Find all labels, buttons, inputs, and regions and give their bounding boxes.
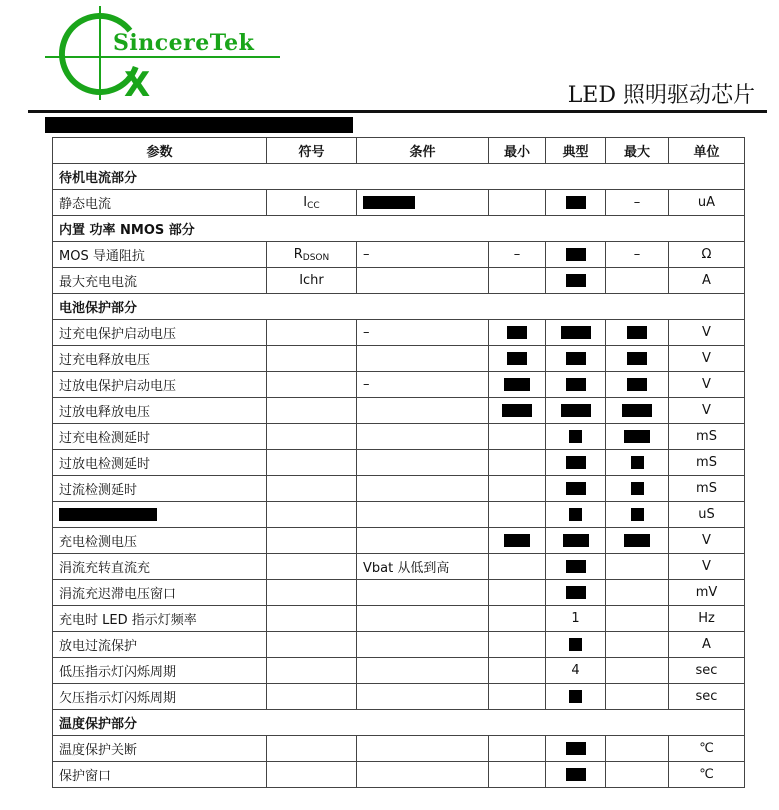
table-row	[53, 736, 745, 762]
min-cell	[489, 502, 546, 528]
col-header-symbol: 符号	[267, 138, 357, 164]
redaction-block	[363, 196, 415, 209]
condition-cell	[357, 268, 489, 294]
min-cell	[489, 684, 546, 710]
table-row	[53, 450, 745, 476]
redaction-block	[569, 508, 582, 521]
symbol-cell	[267, 528, 357, 554]
typ-cell	[546, 476, 606, 502]
unit-cell: sec	[669, 684, 745, 710]
condition-cell	[357, 580, 489, 606]
symbol-cell	[267, 476, 357, 502]
unit-cell: mS	[669, 450, 745, 476]
condition-cell	[357, 762, 489, 788]
symbol-sub: CC	[307, 200, 320, 211]
typ-cell	[546, 242, 606, 268]
min-cell	[489, 606, 546, 632]
redaction-block	[624, 534, 650, 547]
condition-cell	[357, 684, 489, 710]
param-cell: 过放电释放电压	[53, 398, 267, 424]
symbol-cell: Ichr	[267, 268, 357, 294]
max-cell	[606, 476, 669, 502]
param-cell: 涓流充迟滞电压窗口	[53, 580, 267, 606]
min-cell	[489, 580, 546, 606]
redaction-block	[566, 274, 586, 287]
symbol-main: I	[303, 194, 308, 210]
redaction-block	[627, 326, 647, 339]
redaction-block	[561, 404, 591, 417]
min-cell	[489, 450, 546, 476]
condition-cell	[357, 606, 489, 632]
unit-cell: V	[669, 398, 745, 424]
unit-cell: V	[669, 372, 745, 398]
typ-cell: 1	[546, 606, 606, 632]
unit-cell: mS	[669, 476, 745, 502]
symbol-cell	[267, 554, 357, 580]
logo-x-letter: X	[124, 65, 151, 102]
min-cell	[489, 528, 546, 554]
min-cell: –	[489, 242, 546, 268]
condition-cell	[357, 502, 489, 528]
col-header-unit: 单位	[669, 138, 745, 164]
unit-cell: uS	[669, 502, 745, 528]
spec-table	[52, 137, 745, 788]
typ-cell	[546, 398, 606, 424]
unit-cell: V	[669, 346, 745, 372]
max-cell	[606, 736, 669, 762]
condition-cell: –	[357, 242, 489, 268]
table-row	[53, 242, 745, 268]
param-cell: 过充电保护启动电压	[53, 320, 267, 346]
table-row	[53, 346, 745, 372]
condition-cell	[357, 424, 489, 450]
symbol-cell	[267, 580, 357, 606]
param-cell: 过充电检测延时	[53, 424, 267, 450]
param-cell: MOS 导通阻抗	[53, 242, 267, 268]
typ-cell: 4	[546, 658, 606, 684]
param-cell: 过放电保护启动电压	[53, 372, 267, 398]
symbol-sub: DSON	[302, 252, 330, 263]
unit-cell: Ω	[669, 242, 745, 268]
max-cell	[606, 606, 669, 632]
redaction-block	[631, 456, 644, 469]
table-row	[53, 190, 745, 216]
condition-cell	[357, 528, 489, 554]
condition-cell	[357, 658, 489, 684]
param-cell: 过充电释放电压	[53, 346, 267, 372]
param-cell: 最大充电电流	[53, 268, 267, 294]
min-cell	[489, 190, 546, 216]
unit-cell: Hz	[669, 606, 745, 632]
section-row	[53, 164, 745, 190]
param-cell: 充电检测电压	[53, 528, 267, 554]
min-cell	[489, 736, 546, 762]
max-cell	[606, 684, 669, 710]
param-cell: 温度保护关断	[53, 736, 267, 762]
symbol-cell	[267, 632, 357, 658]
typ-cell	[546, 684, 606, 710]
symbol-cell	[267, 320, 357, 346]
col-header-condition: 条件	[357, 138, 489, 164]
redaction-block	[627, 378, 647, 391]
symbol-cell	[267, 398, 357, 424]
typ-cell	[546, 554, 606, 580]
redaction-block	[59, 508, 157, 521]
min-cell	[489, 372, 546, 398]
param-cell: 过流检测延时	[53, 476, 267, 502]
min-cell	[489, 268, 546, 294]
table-row	[53, 476, 745, 502]
table-row	[53, 398, 745, 424]
logo-text: SincereTek	[113, 30, 255, 56]
condition-cell	[357, 736, 489, 762]
section-title: 内置 功率 NMOS 部分	[53, 216, 745, 242]
min-cell	[489, 320, 546, 346]
unit-cell: mV	[669, 580, 745, 606]
typ-cell	[546, 320, 606, 346]
unit-cell: V	[669, 320, 745, 346]
symbol-cell	[267, 450, 357, 476]
max-cell	[606, 346, 669, 372]
max-cell	[606, 632, 669, 658]
min-cell	[489, 554, 546, 580]
header-divider	[28, 110, 767, 113]
condition-cell: Vbat 从低到高	[357, 554, 489, 580]
symbol-cell	[267, 762, 357, 788]
redaction-block	[566, 196, 586, 209]
typ-cell	[546, 450, 606, 476]
param-cell: 放电过流保护	[53, 632, 267, 658]
typ-cell	[546, 580, 606, 606]
section-row	[53, 216, 745, 242]
symbol-cell	[267, 658, 357, 684]
typ-cell	[546, 502, 606, 528]
redaction-block	[566, 586, 586, 599]
max-cell	[606, 554, 669, 580]
table-row	[53, 762, 745, 788]
condition-cell	[357, 632, 489, 658]
param-cell	[53, 502, 267, 528]
table-header-row	[53, 138, 745, 164]
param-cell: 保护窗口	[53, 762, 267, 788]
param-cell: 涓流充转直流充	[53, 554, 267, 580]
typ-cell	[546, 268, 606, 294]
typ-cell	[546, 372, 606, 398]
condition-cell	[357, 190, 489, 216]
table-row	[53, 606, 745, 632]
redaction-block	[566, 768, 586, 781]
max-cell	[606, 372, 669, 398]
unit-cell: A	[669, 632, 745, 658]
symbol-cell	[267, 424, 357, 450]
max-cell	[606, 450, 669, 476]
condition-cell	[357, 476, 489, 502]
redaction-block	[566, 248, 586, 261]
redaction-block	[566, 742, 586, 755]
typ-cell	[546, 424, 606, 450]
section-title: 待机电流部分	[53, 164, 745, 190]
redaction-block	[502, 404, 532, 417]
unit-cell: mS	[669, 424, 745, 450]
max-cell	[606, 762, 669, 788]
redaction-block	[566, 482, 586, 495]
section-title: 温度保护部分	[53, 710, 745, 736]
max-cell	[606, 424, 669, 450]
unit-cell: ℃	[669, 762, 745, 788]
redaction-block	[631, 508, 644, 521]
symbol-cell	[267, 502, 357, 528]
typ-cell	[546, 346, 606, 372]
symbol-main: R	[293, 246, 303, 262]
min-cell	[489, 476, 546, 502]
condition-cell	[357, 450, 489, 476]
unit-cell: V	[669, 528, 745, 554]
symbol-cell	[267, 736, 357, 762]
max-cell	[606, 320, 669, 346]
symbol-cell	[267, 372, 357, 398]
unit-cell: ℃	[669, 736, 745, 762]
redaction-block	[566, 560, 586, 573]
table-row	[53, 320, 745, 346]
redaction-block	[624, 430, 650, 443]
unit-cell: uA	[669, 190, 745, 216]
symbol-cell	[267, 190, 357, 216]
redaction-block	[569, 638, 582, 651]
typ-cell	[546, 762, 606, 788]
section-row	[53, 710, 745, 736]
table-row	[53, 372, 745, 398]
param-cell: 充电时 LED 指示灯频率	[53, 606, 267, 632]
section-row	[53, 294, 745, 320]
redaction-block	[631, 482, 644, 495]
redacted-heading	[45, 117, 353, 133]
table-row	[53, 632, 745, 658]
typ-cell	[546, 190, 606, 216]
param-cell: 过放电检测延时	[53, 450, 267, 476]
table-row	[53, 424, 745, 450]
min-cell	[489, 424, 546, 450]
symbol-cell	[267, 346, 357, 372]
redaction-block	[504, 378, 530, 391]
unit-cell: sec	[669, 658, 745, 684]
redaction-block	[504, 534, 530, 547]
symbol-cell	[267, 606, 357, 632]
typ-cell	[546, 632, 606, 658]
condition-cell: –	[357, 320, 489, 346]
unit-cell: A	[669, 268, 745, 294]
min-cell	[489, 658, 546, 684]
min-cell	[489, 762, 546, 788]
symbol-cell	[267, 242, 357, 268]
max-cell	[606, 528, 669, 554]
condition-cell	[357, 346, 489, 372]
min-cell	[489, 398, 546, 424]
max-cell	[606, 502, 669, 528]
table-row	[53, 502, 745, 528]
param-cell: 欠压指示灯闪烁周期	[53, 684, 267, 710]
param-cell: 低压指示灯闪烁周期	[53, 658, 267, 684]
max-cell	[606, 658, 669, 684]
redaction-block	[507, 326, 527, 339]
redaction-block	[566, 378, 586, 391]
unit-cell: V	[669, 554, 745, 580]
condition-cell	[357, 398, 489, 424]
table-row	[53, 554, 745, 580]
symbol-cell	[267, 684, 357, 710]
max-cell	[606, 398, 669, 424]
max-cell: –	[606, 190, 669, 216]
table-row	[53, 528, 745, 554]
max-cell	[606, 580, 669, 606]
min-cell	[489, 632, 546, 658]
col-header-typ: 典型	[546, 138, 606, 164]
condition-cell: –	[357, 372, 489, 398]
table-row	[53, 268, 745, 294]
redaction-block	[507, 352, 527, 365]
section-title: 电池保护部分	[53, 294, 745, 320]
max-cell: –	[606, 242, 669, 268]
typ-cell	[546, 736, 606, 762]
redaction-block	[569, 430, 582, 443]
col-header-param: 参数	[53, 138, 267, 164]
redaction-block	[561, 326, 591, 339]
typ-cell	[546, 528, 606, 554]
min-cell	[489, 346, 546, 372]
redaction-block	[622, 404, 652, 417]
table-row	[53, 580, 745, 606]
col-header-min: 最小	[489, 138, 546, 164]
redaction-block	[566, 456, 586, 469]
redaction-block	[569, 690, 582, 703]
document-title: LED 照明驱动芯片	[567, 83, 755, 108]
table-row	[53, 684, 745, 710]
col-header-max: 最大	[606, 138, 669, 164]
redaction-block	[566, 352, 586, 365]
param-cell: 静态电流	[53, 190, 267, 216]
max-cell	[606, 268, 669, 294]
redaction-block	[563, 534, 589, 547]
redaction-block	[627, 352, 647, 365]
table-row	[53, 658, 745, 684]
